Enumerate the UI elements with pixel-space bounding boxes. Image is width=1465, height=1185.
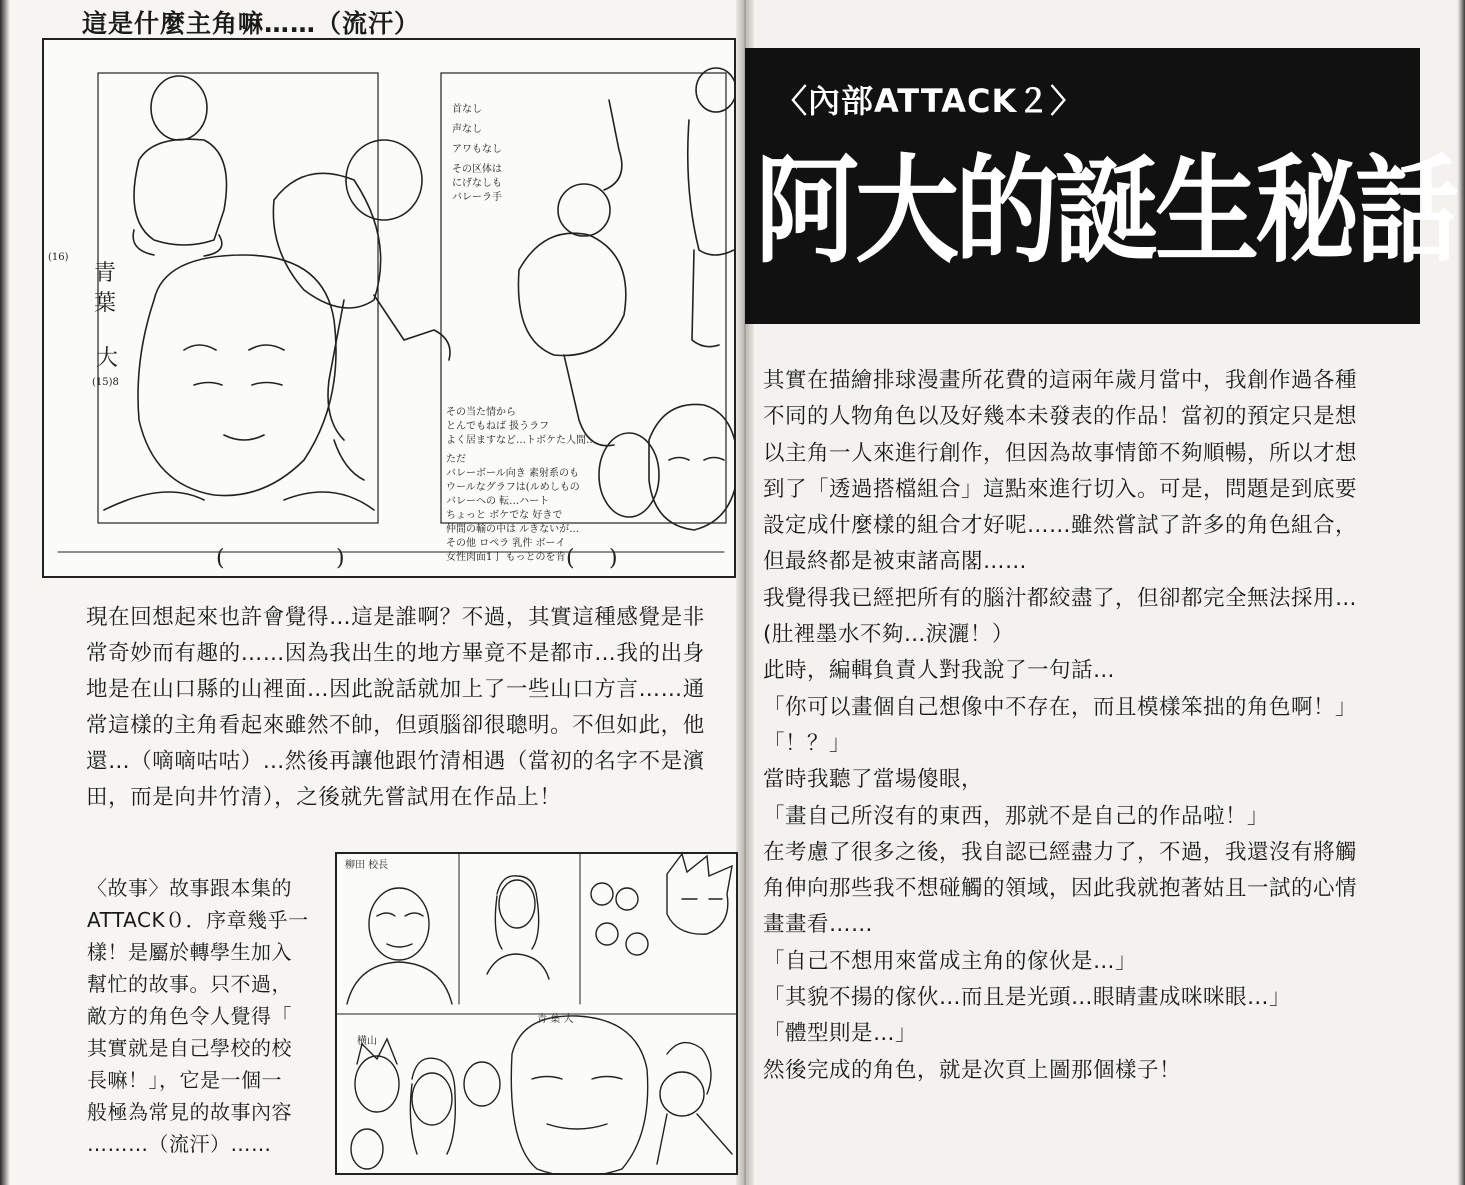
story-note-line: ………（流汗）…… bbox=[87, 1132, 272, 1156]
sketch-note-a-6: バレーラ手 bbox=[452, 192, 502, 203]
left-paragraph-line: 常奇妙而有趣的……因為我出生的地方畢竟不是都市…我的出身 bbox=[86, 641, 705, 666]
sketch-note-b-8: ちょっと ボケでな 好きで bbox=[446, 510, 563, 521]
left-body-paragraph bbox=[86, 600, 740, 816]
right-paragraph-line: 畫畫看…… bbox=[763, 912, 874, 938]
cast-label-1: 柳田 校長 bbox=[345, 860, 389, 871]
right-paragraph-line: 角伸向那些我不想碰觸的領域，因此我就抱著姑且一試的心情 bbox=[763, 876, 1358, 902]
right-paragraph-line: 「自己不想用來當成主角的傢伙是…」 bbox=[763, 948, 1138, 974]
story-note-line: 敵方的角色令人覺得「 bbox=[87, 1004, 292, 1028]
right-paragraph-line: 「！？」 bbox=[763, 730, 852, 756]
right-paragraph-line: 不同的人物角色以及好幾本未發表的作品！當初的預定只是想 bbox=[763, 404, 1358, 430]
cast-label-2: 青 葉 大 bbox=[537, 1014, 574, 1025]
cast-sketch-panel bbox=[335, 852, 738, 1175]
chapter-main-title: 阿大的誕生秘話 bbox=[755, 142, 1456, 280]
cast-label-3: 横山 bbox=[357, 1036, 377, 1047]
story-note-line: 幫忙的故事。只不過， bbox=[87, 972, 292, 996]
page-edge-left bbox=[0, 0, 10, 1185]
sketch-note-b-6: ウールなグラフは(ルめしもの bbox=[446, 482, 580, 493]
sketch-note-a-3: アワもなし bbox=[452, 144, 502, 155]
sketch-note-b-2: とんでもねば 扱うラフ bbox=[446, 421, 550, 432]
sketch-paren-2: ) bbox=[336, 546, 345, 571]
right-paragraph-line: 「你可以畫個自己想像中不存在，而且模樣笨拙的角色啊！」 bbox=[763, 694, 1358, 720]
left-paragraph-line: 常這樣的主角看起來雖然不帥，但頭腦卻很聰明。不但如此，他 bbox=[86, 713, 705, 738]
sketch-note-b-3: よく居ますなど…トボケた人間… bbox=[446, 435, 596, 446]
sketch-small-mark-1: (16) bbox=[48, 252, 69, 263]
left-paragraph-line: 地是在山口縣的山裡面…因此說話就加上了一些山口方言……通 bbox=[86, 677, 705, 702]
right-paragraph-line: 但最終都是被束諸高閣…… bbox=[763, 549, 1028, 575]
character-sketch-panel bbox=[42, 38, 736, 578]
right-paragraph-line: 「畫自己所沒有的東西，那就不是自己的作品啦！」 bbox=[763, 803, 1270, 829]
right-paragraph-line: 其實在描繪排球漫畫所花費的這兩年歲月當中，我創作過各種 bbox=[763, 368, 1358, 393]
sketch-note-b-7: バレーへの 転…ハート bbox=[446, 496, 550, 507]
sketch-note-b-9: 仲間の輸の中は ルきないが… bbox=[446, 524, 580, 535]
story-note-line: 其實就是自己學校的校 bbox=[87, 1036, 292, 1060]
sketch-paren-4: ) bbox=[609, 546, 618, 571]
sketch-name-2: 葉 bbox=[94, 291, 117, 316]
page-edge-right bbox=[1457, 0, 1465, 1185]
right-paragraph-line: 我覺得我已經把所有的腦汁都絞盡了，但卻都完全無法採用… bbox=[763, 585, 1358, 611]
sketch-name-3: 大 bbox=[96, 346, 119, 371]
sketch-note-a-5: にげなしも bbox=[452, 178, 502, 189]
left-paragraph-line: 田，而是向井竹清），之後就先嘗試用在作品上！ bbox=[86, 785, 562, 810]
sketch-note-b-11: 女性肉面1丁 もっとのを肯 bbox=[446, 552, 566, 563]
left-paragraph-line: 還…（嘀嘀咕咕）…然後再讓他跟竹清相遇（當初的名字不是濱 bbox=[86, 749, 705, 774]
story-note bbox=[87, 872, 319, 1160]
sketch-note-b-10: その他 ロペラ 乳件 ボーイ bbox=[446, 538, 566, 549]
cast-sketch-illustration bbox=[337, 854, 738, 1175]
sketch-note-b-5: バレーボール向き 素射系のも bbox=[446, 468, 579, 479]
story-note-line: 般極為常見的故事內容 bbox=[87, 1100, 292, 1124]
right-paragraph-line: 在考慮了很多之後，我自認已經盡力了，不過，我還沒有將觸 bbox=[763, 839, 1358, 865]
left-paragraph-line: 現在回想起來也許會覺得…這是誰啊？不過，其實這種感覺是非 bbox=[86, 605, 705, 630]
right-paragraph-line: 此時，編輯負責人對我說了一句話… bbox=[763, 658, 1116, 684]
right-body-paragraph bbox=[763, 363, 1413, 1089]
right-paragraph-line: 「體型則是…」 bbox=[763, 1021, 918, 1047]
sketch-note-b-4: ただ bbox=[446, 454, 466, 465]
left-header-title: 這是什麼主角嘛……（流汗） bbox=[82, 9, 421, 38]
chapter-subtitle: 〈內部ATTACK２〉 bbox=[775, 82, 1084, 120]
sketch-paren-3: ( bbox=[566, 546, 575, 571]
story-note-line: 長嘛！」，它是一個一 bbox=[87, 1068, 282, 1092]
right-paragraph-line: (肚裡墨水不夠…淚灑！） bbox=[763, 622, 1014, 648]
right-paragraph-line: 到了「透過搭檔組合」這點來進行切入。可是，問題是到底要 bbox=[763, 476, 1358, 502]
story-note-line: ATTACK０．序章幾乎一 bbox=[87, 908, 309, 932]
sketch-note-a-1: 首なし bbox=[452, 104, 482, 115]
sketch-note-b-1: その当た情から bbox=[446, 407, 516, 418]
story-note-line: 樣！是屬於轉學生加入 bbox=[87, 940, 292, 964]
sketch-note-a-2: 声なし bbox=[452, 124, 482, 135]
right-paragraph-line: 當時我聽了當場傻眼， bbox=[763, 767, 984, 793]
sketch-note-a-4: その区体は bbox=[452, 164, 502, 175]
right-paragraph-line: 設定成什麼樣的組合才好呢……雖然嘗試了許多的角色組合， bbox=[763, 513, 1358, 539]
story-note-line: 〈故事〉故事跟本集的 bbox=[87, 876, 292, 900]
right-paragraph-line: 以主角一人來進行創作，但因為故事情節不夠順暢，所以才想 bbox=[763, 440, 1358, 466]
sketch-name-1: 青 bbox=[94, 261, 117, 286]
right-paragraph-line: 「其貌不揚的傢伙…而且是光頭…眼睛畫成咪咪眼…」 bbox=[763, 985, 1292, 1011]
sketch-small-mark-2: (15)8 bbox=[92, 377, 119, 388]
right-paragraph-line: 然後完成的角色，就是次頁上圖那個樣子！ bbox=[763, 1057, 1182, 1083]
sketch-paren-1: ( bbox=[216, 546, 225, 571]
character-sketch-illustration bbox=[44, 40, 736, 578]
